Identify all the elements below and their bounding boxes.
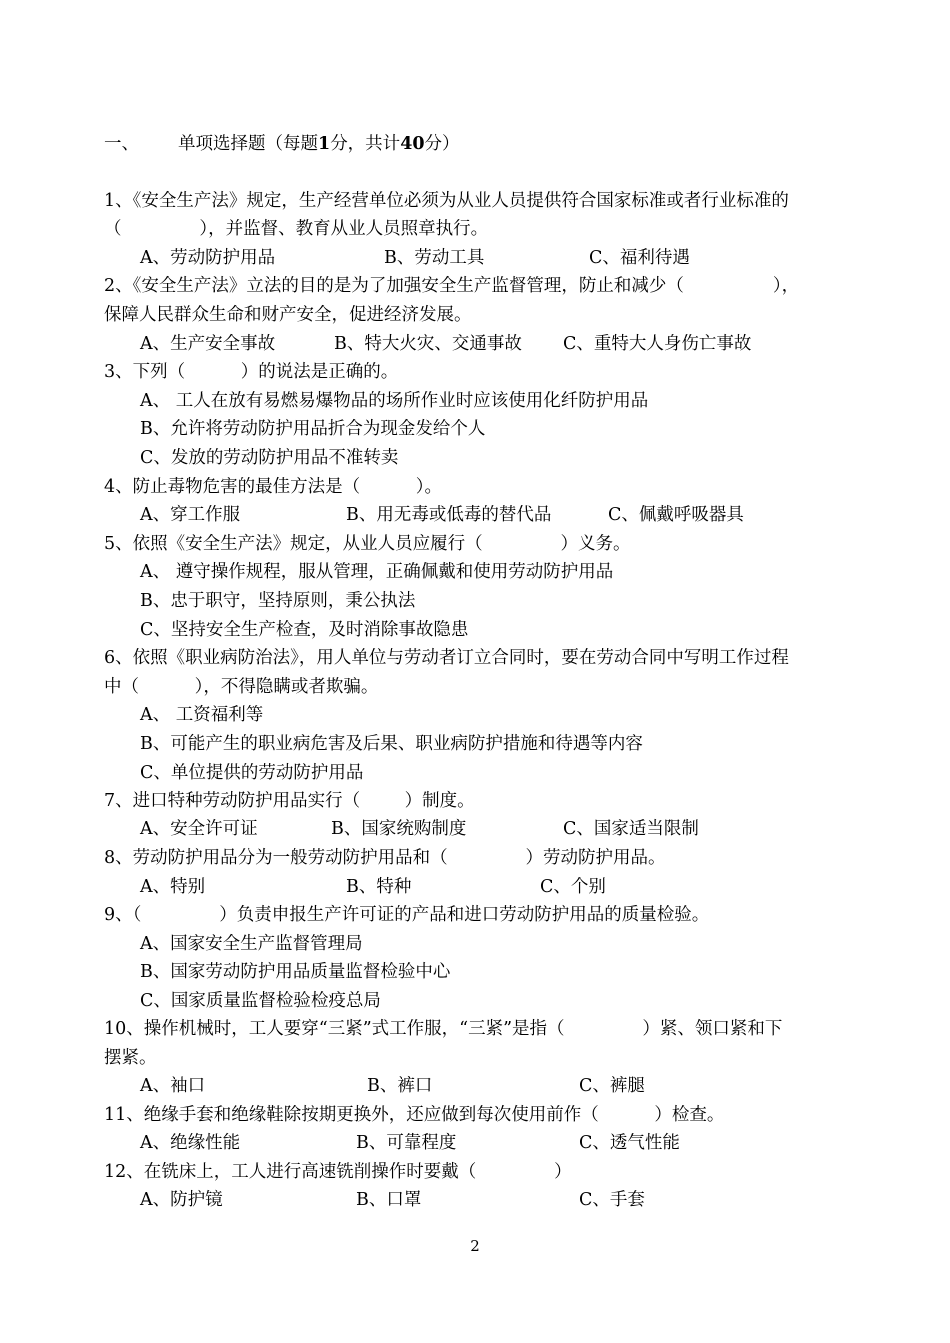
question-7-option-c: C、国家适当限制 [563,819,699,839]
question-2-option-a: A、生产安全事故 [140,334,276,354]
question-6-option-b: B、可能产生的职业病危害及后果、职业病防护措施和待遇等内容 [140,734,643,754]
question-2-option-b: B、特大火灾、交通事故 [334,334,522,354]
question-12-option-a: A、防护镜 [140,1190,223,1210]
question-5-option-c: C、坚持安全生产检查，及时消除事故隐患 [140,620,469,640]
question-6-option-c: C、单位提供的劳动防护用品 [140,763,364,783]
question-1-option-c: C、福利待遇 [589,248,690,268]
page-number: 2 [470,1237,480,1255]
question-11-option-c: C、透气性能 [579,1133,680,1153]
question-12-option-b: B、口罩 [356,1190,422,1210]
question-9-option-b: B、国家劳动防护用品质量监督检验中心 [140,962,451,982]
question-6-option-a: A、 工资福利等 [140,705,264,725]
question-1-text: 1、《安全生产法》规定，生产经营单位必须为从业人员提供符合国家标准或者行业标准的 [104,191,789,211]
question-8-option-a: A、特别 [140,877,206,897]
question-4-option-a: A、穿工作服 [140,505,241,525]
question-12-option-c: C、手套 [579,1190,645,1210]
question-9-option-c: C、国家质量监督检验检疫总局 [140,991,381,1011]
question-5-option-b: B、忠于职守，坚持原则，秉公执法 [140,591,416,611]
question-3-option-a: A、 工人在放有易燃易爆物品的场所作业时应该使用化纤防护用品 [140,391,649,411]
question-4-option-c: C、佩戴呼吸器具 [608,505,744,525]
question-5-option-a: A、 遵守操作规程，服从管理，正确佩戴和使用劳动防护用品 [140,562,614,582]
question-9-text: 9、（ ）负责申报生产许可证的产品和进口劳动防护用品的质量检验。 [104,905,710,925]
question-5-text: 5、依照《安全生产法》规定，从业人员应履行（ ）义务。 [104,534,631,554]
question-11-text: 11、绝缘手套和绝缘鞋除按期更换外，还应做到每次使用前作（ ）检查。 [104,1105,725,1125]
question-11-option-b: B、可靠程度 [356,1133,457,1153]
question-8-option-b: B、特种 [346,877,412,897]
question-6-text: 6、依照《职业病防治法》，用人单位与劳动者订立合同时，要在劳动合同中写明工作过程 [104,648,789,668]
question-8-text: 8、劳动防护用品分为一般劳动防护用品和（ ）劳动防护用品。 [104,848,666,868]
question-1-option-a: A、劳动防护用品 [140,248,276,268]
question-12-text: 12、在铣床上，工人进行高速铣削操作时要戴（ ） [104,1162,572,1182]
question-3-text: 3、下列（ ）的说法是正确的。 [104,362,399,382]
question-2-option-c: C、重特大人身伤亡事故 [563,334,752,354]
question-2-text: 保障人民群众生命和财产安全，促进经济发展。 [104,305,472,325]
question-7-option-b: B、国家统购制度 [331,819,467,839]
question-4-option-b: B、用无毒或低毒的替代品 [346,505,552,525]
question-10-option-c: C、裤腿 [579,1076,645,1096]
question-10-text: 摆紧。 [104,1048,157,1068]
question-1-option-b: B、劳动工具 [384,248,485,268]
question-11-option-a: A、绝缘性能 [140,1133,241,1153]
question-3-option-b: B、允许将劳动防护用品折合为现金发给个人 [140,419,486,439]
question-2-text: 2、《安全生产法》立法的目的是为了加强安全生产监督管理，防止和减少（ ）， [104,276,800,296]
question-7-text: 7、进口特种劳动防护用品实行（ ）制度。 [104,791,475,811]
question-8-option-c: C、个别 [540,877,606,897]
question-6-text: 中（ ），不得隐瞒或者欺骗。 [104,677,379,697]
question-9-option-a: A、国家安全生产监督管理局 [140,934,363,954]
question-10-option-b: B、裤口 [367,1076,433,1096]
section-title: 单项选择题（每题1分，共计40分） [178,134,460,154]
question-10-option-a: A、袖口 [140,1076,206,1096]
question-3-option-c: C、发放的劳动防护用品不准转卖 [140,448,399,468]
section-number: 一、 [104,134,139,154]
question-4-text: 4、防止毒物危害的最佳方法是（ ）。 [104,477,443,497]
question-1-text: （ ），并监督、教育从业人员照章执行。 [104,219,489,239]
question-10-text: 10、操作机械时，工人要穿“三紧”式工作服，“三紧”是指（ ）紧、领口紧和下 [104,1019,783,1039]
question-7-option-a: A、安全许可证 [140,819,258,839]
